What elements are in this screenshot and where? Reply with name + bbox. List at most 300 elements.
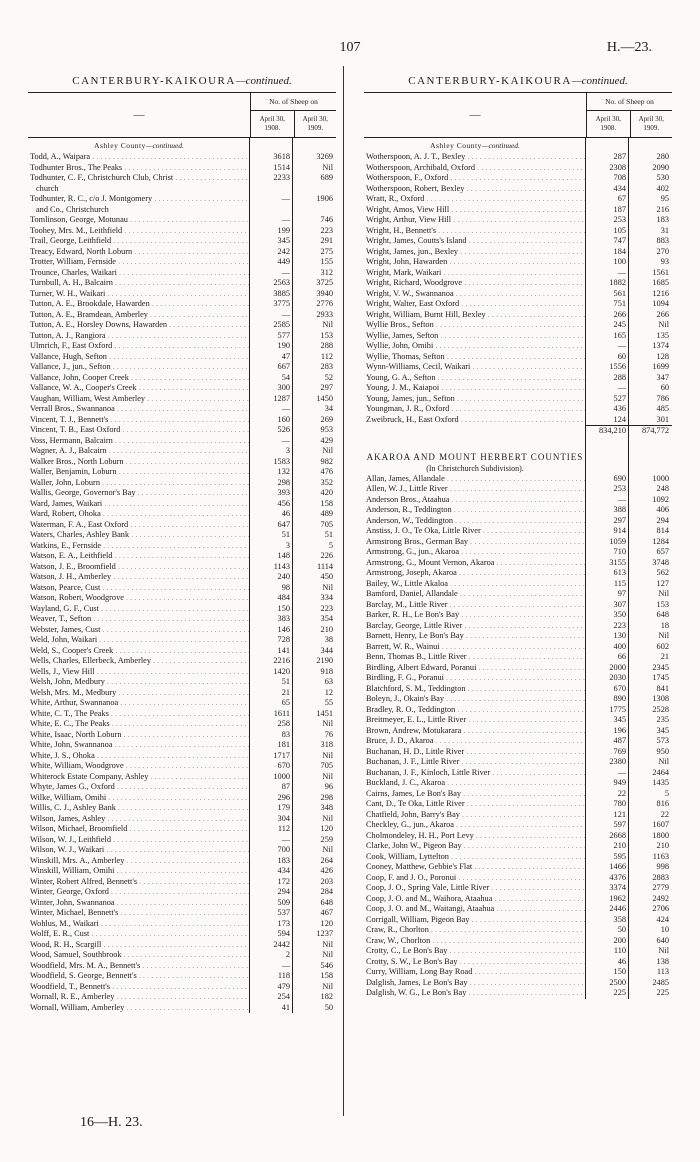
table-row bbox=[28, 320, 336, 331]
sheep-1908: — bbox=[617, 267, 626, 277]
sheep-1908: 240 bbox=[277, 572, 290, 581]
table-row bbox=[364, 820, 672, 831]
sheep-1908: — bbox=[617, 494, 626, 504]
table-row bbox=[364, 278, 672, 289]
sheep-1908: 51 bbox=[281, 677, 290, 686]
table-row bbox=[28, 509, 336, 520]
sheep-1909: 348 bbox=[320, 803, 333, 812]
sheep-1909: 746 bbox=[320, 215, 333, 224]
table-row bbox=[28, 520, 336, 531]
table-row bbox=[364, 205, 672, 216]
owner-name: Treacy, Edward, North Loburn . . . bbox=[28, 247, 250, 258]
sheep-1908: — bbox=[281, 404, 290, 413]
sheep-1909: 93 bbox=[660, 257, 669, 266]
table-row bbox=[28, 299, 336, 310]
sheep-1908: 890 bbox=[613, 694, 626, 703]
sheep-1909: 402 bbox=[656, 183, 669, 193]
sheep-1908: 1466 bbox=[609, 862, 626, 871]
sheep-1908: 769 bbox=[613, 746, 626, 756]
owner-name: Todhunter Bros., The Peaks . . . bbox=[28, 163, 250, 174]
table-row bbox=[28, 667, 336, 678]
owner-name: Wright, Amos, View Hill . . . bbox=[364, 205, 586, 216]
sheep-1909: 223 bbox=[320, 603, 333, 613]
owner-name: Voss, Hermann, Balcairn . . . bbox=[28, 436, 250, 447]
sheep-1909: 21 bbox=[660, 652, 669, 661]
table-row bbox=[28, 929, 336, 940]
sheep-1909: 5 bbox=[328, 540, 333, 550]
sheep-1909: 2779 bbox=[652, 883, 669, 892]
owner-name: Craw, R., Chorlton . . . bbox=[364, 925, 586, 936]
sheep-1908: 112 bbox=[277, 824, 290, 833]
table-row bbox=[364, 484, 672, 495]
table-row bbox=[28, 740, 336, 751]
sheep-1908: 2500 bbox=[609, 977, 626, 987]
table-row bbox=[28, 898, 336, 909]
owner-name: Dalglish, James, Le Bon's Bay . . . bbox=[364, 978, 586, 989]
sheep-1908: 150 bbox=[277, 603, 290, 613]
owner-name: Cook, William, Lyttelton . . . bbox=[364, 852, 586, 863]
owner-name: Wallis, George, Governor's Bay . . . bbox=[28, 488, 250, 499]
owner-name: Birdling, F. G., Poranui . . . bbox=[364, 673, 586, 684]
table-row bbox=[364, 757, 672, 768]
table-row bbox=[364, 163, 672, 174]
table-row bbox=[28, 247, 336, 258]
sheep-1909: 18 bbox=[660, 620, 669, 630]
sheep-1908: 1287 bbox=[273, 393, 290, 403]
owner-name: Breitmeyer, E. L., Little River . . . bbox=[364, 715, 586, 726]
owner-name: Wilson, Michael, Broomfield . . . bbox=[28, 824, 250, 835]
owner-name: Craw, W., Chorlton . . . bbox=[364, 936, 586, 947]
sheep-1908: — bbox=[281, 267, 290, 277]
sheep-1908: 2563 bbox=[273, 278, 290, 287]
right-table-header bbox=[364, 92, 672, 138]
sheep-1909: 2345 bbox=[652, 662, 669, 672]
owner-name: Winter, Robert Alfred, Bennett's . . . bbox=[28, 877, 250, 888]
owner-name: Waller, John, Loburn . . . bbox=[28, 478, 250, 489]
sheep-1909: 288 bbox=[320, 341, 333, 350]
table-row bbox=[28, 656, 336, 667]
owner-name: Wilke, William, Omihi . . . bbox=[28, 793, 250, 804]
owner-name: Curry, William, Long Bay Road . . . bbox=[364, 967, 586, 978]
header-1909: April 30, 1909. bbox=[630, 111, 673, 137]
sheep-1908: 670 bbox=[613, 683, 626, 693]
table-row bbox=[28, 782, 336, 793]
sheep-1909: 312 bbox=[320, 267, 333, 277]
owner-name: Wornall, R. E., Amberley . . . bbox=[28, 992, 250, 1003]
sheep-1909: Nil bbox=[658, 946, 669, 955]
sheep-1909: 1216 bbox=[652, 288, 669, 298]
sheep-1909: 183 bbox=[656, 215, 669, 224]
sheep-1909: Nil bbox=[322, 771, 333, 781]
sheep-1909: Nil bbox=[322, 750, 333, 760]
sheep-1909: 2492 bbox=[652, 893, 669, 903]
sheep-1909: 467 bbox=[320, 908, 333, 917]
table-row bbox=[364, 320, 672, 331]
sheep-1908: 298 bbox=[277, 477, 290, 487]
owner-name: Woodfield, T., Bennett's . . . bbox=[28, 982, 250, 993]
owner-name: Vaughan, William, West Amberley . . . bbox=[28, 394, 250, 405]
sheep-1909: 1374 bbox=[652, 341, 669, 350]
table-row bbox=[28, 436, 336, 447]
sheep-1909: 657 bbox=[656, 547, 669, 556]
sheep-1908: 118 bbox=[277, 971, 290, 980]
owner-name: Winskill, William, Omihi . . . bbox=[28, 866, 250, 877]
sheep-1909: 22 bbox=[660, 809, 669, 819]
sheep-1909: 12 bbox=[324, 687, 333, 697]
owner-name: Winter, Michael, Bennett's . . . bbox=[28, 908, 250, 919]
table-row bbox=[364, 299, 672, 310]
sheep-1909: 352 bbox=[320, 477, 333, 487]
owner-name: Birdling, Albert Edward, Poranui . . . bbox=[364, 663, 586, 674]
owner-name: Barnett, Henry, Le Bon's Bay . . . bbox=[364, 631, 586, 642]
owner-name: Youngman, J. R., Oxford . . . bbox=[364, 404, 586, 415]
owner-name: Watson, J. E., Broomfield . . . bbox=[28, 562, 250, 573]
table-row bbox=[364, 631, 672, 642]
sheep-1909: 120 bbox=[320, 918, 333, 928]
sheep-1908: 527 bbox=[613, 393, 626, 403]
owner-name: Vincent, T. B., East Oxford . . . bbox=[28, 425, 250, 436]
sheep-1908: 2668 bbox=[609, 830, 626, 840]
owner-name: Watson, Pearce, Cust . . . bbox=[28, 583, 250, 594]
sheep-1909 bbox=[293, 205, 336, 216]
sheep-1909: 2090 bbox=[652, 162, 669, 172]
owner-name: Todhunter, R. C., c/o J. Montgomery . . . bbox=[28, 194, 250, 205]
left-table-header bbox=[28, 92, 336, 138]
sheep-1909: 3940 bbox=[316, 288, 333, 298]
sheep-1908: 253 bbox=[613, 484, 626, 493]
sheep-1908: 87 bbox=[281, 782, 290, 791]
sheep-1908: — bbox=[281, 960, 290, 970]
table-row bbox=[28, 698, 336, 709]
sheep-1908: 3155 bbox=[609, 557, 626, 567]
sheep-1909: 210 bbox=[320, 624, 333, 634]
table-row bbox=[364, 352, 672, 363]
sheep-1909: 1906 bbox=[316, 194, 333, 203]
sheep-1909: 918 bbox=[320, 666, 333, 676]
header-1909: April 30, 1909. bbox=[294, 111, 337, 137]
sheep-1909: 298 bbox=[320, 792, 333, 802]
sheep-1908: — bbox=[617, 767, 626, 777]
table-row bbox=[364, 537, 672, 548]
owner-name: Vincent, T. J., Bennett's . . . bbox=[28, 415, 250, 426]
sheep-1909: 1800 bbox=[652, 830, 669, 840]
table-row bbox=[364, 268, 672, 279]
table-row bbox=[28, 425, 336, 436]
sheep-header-group: No. of Sheep on bbox=[587, 93, 672, 111]
sheep-1909: 1699 bbox=[652, 362, 669, 371]
sheep-1908: 345 bbox=[613, 715, 626, 724]
table-row bbox=[364, 936, 672, 947]
owner-name: Clarke, John W., Pigeon Bay . . . bbox=[364, 841, 586, 852]
owner-name: Wright, James, jun., Bexley . . . bbox=[364, 247, 586, 258]
sheep-1909: 60 bbox=[660, 383, 669, 392]
owner-name: Wyllie Bros., Sefton . . . bbox=[364, 320, 586, 331]
sheep-1908: 1420 bbox=[273, 666, 290, 676]
owner-name: Vallance, Hugh, Sefton . . . bbox=[28, 352, 250, 363]
owner-name: Zweibruck, H., East Oxford . . . bbox=[364, 415, 586, 426]
sheep-1908: 487 bbox=[613, 736, 626, 745]
owner-name: Barclay, M., Little River . . . bbox=[364, 600, 586, 611]
table-row bbox=[364, 194, 672, 205]
table-row bbox=[364, 694, 672, 705]
sheep-1909: 424 bbox=[656, 914, 669, 924]
sheep-1908: 400 bbox=[613, 641, 626, 651]
table-row bbox=[28, 499, 336, 510]
right-table-body bbox=[364, 138, 672, 999]
owner-name: Wright, William, Burnt Hill, Bexley . . . bbox=[364, 310, 586, 321]
sheep-1909: 76 bbox=[324, 729, 333, 739]
table-row bbox=[364, 495, 672, 506]
owner-name: White, J. S., Ohoka . . . bbox=[28, 751, 250, 762]
sheep-1909: 841 bbox=[656, 683, 669, 693]
table-row bbox=[28, 688, 336, 699]
sheep-1908: 597 bbox=[613, 820, 626, 829]
owner-name: Wotherspoon, F., Oxford . . . bbox=[364, 173, 586, 184]
sheep-1909: 705 bbox=[320, 519, 333, 529]
sheep-1909: 63 bbox=[324, 677, 333, 686]
sheep-1909: 158 bbox=[320, 498, 333, 508]
sheep-1908: 2 bbox=[285, 950, 290, 959]
table-row bbox=[364, 215, 672, 226]
table-row bbox=[28, 530, 336, 541]
owner-name: Tomlinson, George, Motunau . . . bbox=[28, 215, 250, 226]
sheep-1908: 1775 bbox=[609, 704, 626, 714]
table-row bbox=[28, 919, 336, 930]
sheep-1908: 184 bbox=[613, 246, 626, 256]
owner-name: Welsh, John, Medbury . . . bbox=[28, 677, 250, 688]
sheep-1909: Nil bbox=[322, 162, 333, 172]
sheep-1908: 2446 bbox=[609, 904, 626, 913]
owner-name: Buchanan, H. D., Little River . . . bbox=[364, 747, 586, 758]
table-row bbox=[364, 579, 672, 590]
sheep-1908: 4376 bbox=[609, 872, 626, 882]
sheep-1909: 648 bbox=[320, 897, 333, 907]
table-row bbox=[364, 558, 672, 569]
sheep-1909: 476 bbox=[320, 467, 333, 476]
owner-name: Armstrong, G., jun., Akaroa . . . bbox=[364, 547, 586, 558]
owner-name: White, Arthur, Swannanoa . . . bbox=[28, 698, 250, 709]
table-row bbox=[364, 925, 672, 936]
owner-name: Wright, Arthur, View Hill . . . bbox=[364, 215, 586, 226]
left-column-title: CANTERBURY-KAIKOURA—continued. bbox=[72, 75, 292, 87]
table-row bbox=[28, 467, 336, 478]
sheep-1909: 216 bbox=[656, 204, 669, 214]
table-row bbox=[364, 747, 672, 758]
sheep-1909: 51 bbox=[324, 530, 333, 539]
sheep-1908: 3618 bbox=[273, 152, 290, 161]
table-row bbox=[364, 726, 672, 737]
sheep-1908: 97 bbox=[617, 589, 626, 598]
table-row bbox=[28, 488, 336, 499]
sheep-1908: 561 bbox=[613, 288, 626, 298]
sheep-1908: 300 bbox=[277, 383, 290, 392]
table-row bbox=[28, 562, 336, 573]
sheep-1908: 434 bbox=[277, 866, 290, 875]
sheep-1909: Nil bbox=[322, 845, 333, 854]
sheep-1909: 1000 bbox=[652, 473, 669, 483]
sheep-1909: 1114 bbox=[317, 561, 333, 571]
table-row bbox=[28, 583, 336, 594]
sheep-1909: 269 bbox=[320, 414, 333, 424]
table-row bbox=[364, 978, 672, 989]
sheep-1908: 1882 bbox=[609, 278, 626, 287]
sheep-1909: 153 bbox=[320, 330, 333, 340]
table-row bbox=[364, 516, 672, 527]
sheep-1908: 383 bbox=[277, 614, 290, 623]
table-row bbox=[364, 173, 672, 184]
owner-name: Webster, James, Cust . . . bbox=[28, 625, 250, 636]
table-row bbox=[28, 194, 336, 205]
total-row bbox=[364, 425, 672, 436]
table-row bbox=[28, 236, 336, 247]
sheep-1908: 196 bbox=[613, 725, 626, 735]
column-divider bbox=[343, 66, 344, 1116]
table-row bbox=[28, 541, 336, 552]
left-rows bbox=[28, 152, 336, 1013]
sheep-1909: 950 bbox=[656, 746, 669, 756]
table-row bbox=[364, 236, 672, 247]
table-row bbox=[364, 362, 672, 373]
owner-name: Wyllie, Thomas, Sefton . . . bbox=[364, 352, 586, 363]
table-row bbox=[28, 835, 336, 846]
table-row bbox=[364, 768, 672, 779]
owner-name: Bailey, W., Little Akaloa . . . bbox=[364, 579, 586, 590]
sheep-1908: 223 bbox=[613, 620, 626, 630]
sheep-1908: 747 bbox=[613, 236, 626, 245]
table-row bbox=[28, 289, 336, 300]
table-row bbox=[364, 505, 672, 516]
table-row bbox=[28, 1003, 336, 1014]
owner-name: Allen, W. J., Little River . . . bbox=[364, 484, 586, 495]
header-dash: — bbox=[469, 109, 481, 121]
table-row bbox=[364, 568, 672, 579]
sheep-1908: 245 bbox=[613, 320, 626, 329]
sheep-1908: 165 bbox=[613, 330, 626, 340]
owner-name: Todd, A., Waipara . . . bbox=[28, 152, 250, 163]
sheep-1908: 456 bbox=[277, 498, 290, 508]
table-row bbox=[28, 478, 336, 489]
owner-name: Anderson, R., Teddington . . . bbox=[364, 505, 586, 516]
sheep-1908: 526 bbox=[277, 425, 290, 434]
table-row bbox=[28, 341, 336, 352]
owner-name: Tutton, A. E., Brookdale, Hawarden . . . bbox=[28, 299, 250, 310]
sheep-1909 bbox=[293, 184, 336, 195]
table-row bbox=[364, 946, 672, 957]
sheep-1908: 434 bbox=[613, 183, 626, 193]
sheep-1908 bbox=[250, 205, 293, 216]
sheep-1909: 52 bbox=[324, 372, 333, 382]
owner-name: Waters, Charles, Ashley Bank . . . bbox=[28, 530, 250, 541]
sheep-1909: 998 bbox=[656, 862, 669, 871]
sheep-1908: 613 bbox=[613, 568, 626, 577]
table-row bbox=[28, 677, 336, 688]
owner-name: White, Isaac, North Loburn . . . bbox=[28, 730, 250, 741]
sheep-1908: 183 bbox=[277, 855, 290, 865]
sheep-1909: 345 bbox=[656, 725, 669, 735]
sheep-1909: 3725 bbox=[316, 278, 333, 287]
sheep-1909: 429 bbox=[320, 435, 333, 445]
sheep-1908: 22 bbox=[617, 788, 626, 798]
table-row bbox=[364, 841, 672, 852]
sheep-1909: 1237 bbox=[316, 929, 333, 938]
sheep-1909: 1450 bbox=[316, 393, 333, 403]
sheep-1908: 595 bbox=[613, 851, 626, 861]
sheep-1909: 203 bbox=[320, 876, 333, 886]
table-row bbox=[28, 310, 336, 321]
sheep-1909: Nil bbox=[322, 582, 333, 592]
sheep-1909: 814 bbox=[656, 526, 669, 535]
sheep-1909: 1561 bbox=[652, 267, 669, 277]
sheep-1908: 2585 bbox=[273, 320, 290, 329]
owner-name: Weaver, T., Sefton . . . bbox=[28, 614, 250, 625]
table-row bbox=[364, 915, 672, 926]
sheep-1909: 640 bbox=[656, 935, 669, 945]
sheep-1908: 266 bbox=[613, 309, 626, 319]
table-row bbox=[28, 877, 336, 888]
owner-name: Wayland, G. F., Cust . . . bbox=[28, 604, 250, 615]
sheep-1908: 187 bbox=[613, 204, 626, 214]
owner-name: Watkins, E., Fernside . . . bbox=[28, 541, 250, 552]
owner-name: Wright, Mark, Waikari . . . bbox=[364, 268, 586, 279]
sheep-1908: 2308 bbox=[609, 162, 626, 172]
sheep-1909: 485 bbox=[656, 404, 669, 413]
owner-name: Anderson Bros., Ataahua . . . bbox=[364, 495, 586, 506]
sheep-1908: 484 bbox=[277, 593, 290, 602]
owner-name: Blatchford, S. M., Teddington . . . bbox=[364, 684, 586, 695]
sheep-1908: 21 bbox=[281, 687, 290, 697]
sheep-1908: 297 bbox=[613, 515, 626, 525]
sheep-1908: 949 bbox=[613, 778, 626, 787]
sheep-1908: 258 bbox=[277, 719, 290, 728]
sheep-1908: — bbox=[281, 215, 290, 224]
sheep-1908: 690 bbox=[613, 473, 626, 483]
sheep-1909: 1607 bbox=[652, 820, 669, 829]
owner-name: Wyllie, James, Sefton . . . bbox=[364, 331, 586, 342]
sheep-1908 bbox=[250, 184, 293, 195]
sheep-1908: 700 bbox=[277, 845, 290, 854]
table-row bbox=[364, 642, 672, 653]
sheep-1909: 1284 bbox=[652, 536, 669, 546]
table-row bbox=[28, 982, 336, 993]
owner-name: Crotty, C., Le Bon's Bay . . . bbox=[364, 946, 586, 957]
total-1909: 874,772 bbox=[629, 425, 672, 436]
sheep-1909: 489 bbox=[320, 509, 333, 518]
sheep-1908: — bbox=[281, 834, 290, 844]
sheep-1908: 667 bbox=[277, 362, 290, 371]
owner-name: Wotherspoon, A. J. T., Bexley . . . bbox=[364, 152, 586, 163]
sheep-1909: 602 bbox=[656, 641, 669, 651]
left-section-heading: Ashley County—continued. bbox=[94, 141, 184, 150]
owner-name: Allan, James, Allandale . . . bbox=[364, 474, 586, 485]
sheep-1908: 287 bbox=[613, 152, 626, 161]
sheep-1908: 1556 bbox=[609, 362, 626, 371]
owner-name: Boleyn, J., Okain's Bay . . . bbox=[364, 694, 586, 705]
table-row bbox=[28, 992, 336, 1003]
header-1908: April 30, 1908. bbox=[595, 115, 621, 132]
sheep-1908: 65 bbox=[281, 698, 290, 707]
owner-name: Watson, E. A., Leithfield . . . bbox=[28, 551, 250, 562]
table-row bbox=[28, 856, 336, 867]
owner-name: Wratt, R., Oxford . . . bbox=[364, 194, 586, 205]
owner-name: Ulmrich, F., East Oxford . . . bbox=[28, 341, 250, 352]
table-row bbox=[28, 415, 336, 426]
owner-name: Wright, H., Bennett's . . . bbox=[364, 226, 586, 237]
owner-name: Young, James, jun., Sefton . . . bbox=[364, 394, 586, 405]
owner-name: church bbox=[36, 183, 59, 193]
sheep-1909: 689 bbox=[320, 173, 333, 182]
owner-name: White, E. C., The Peaks . . . bbox=[28, 719, 250, 730]
owner-name: Wells, J., View Hill . . . bbox=[28, 667, 250, 678]
